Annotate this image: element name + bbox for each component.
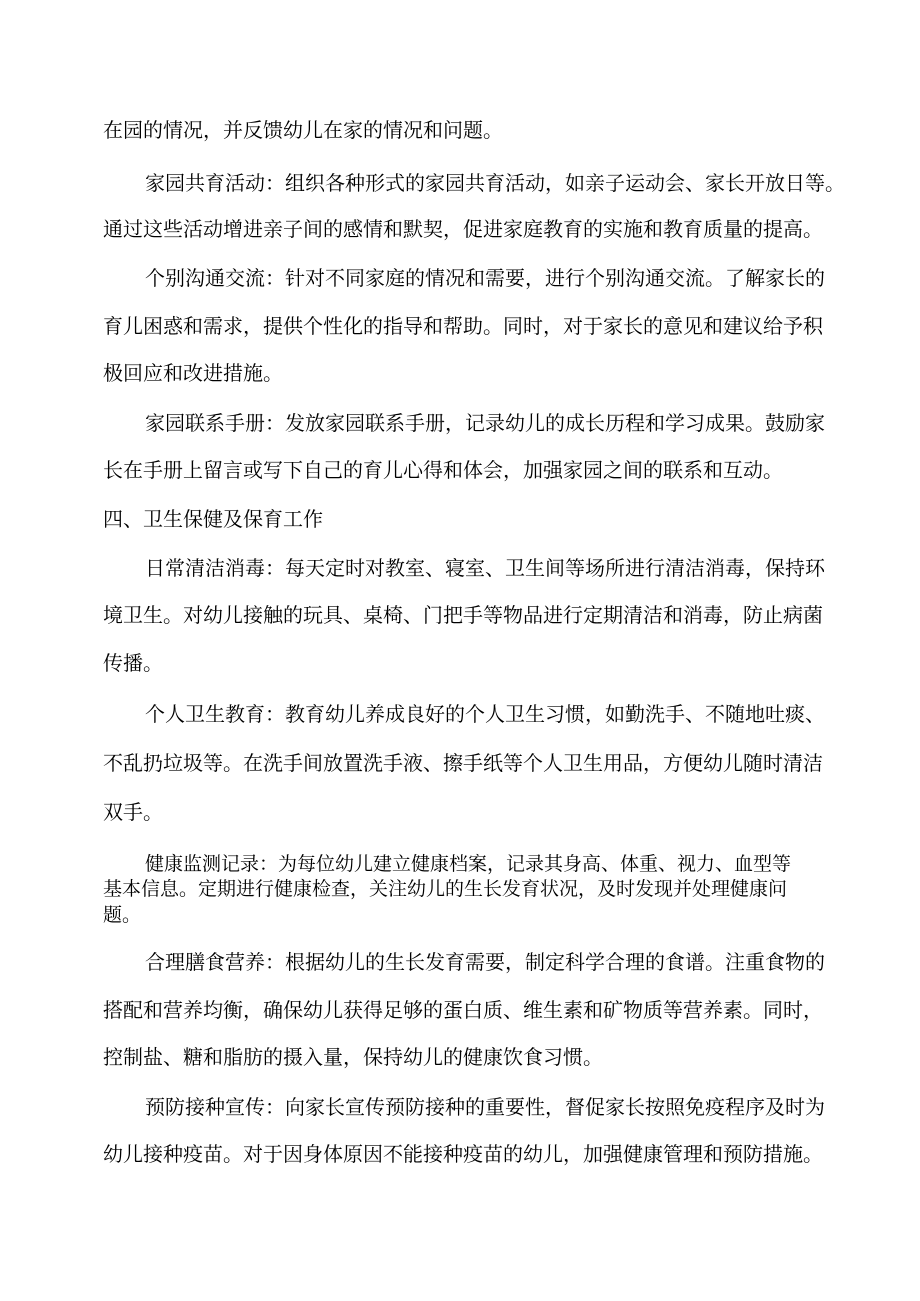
paragraph-line: 通过这些活动增进亲子间的感情和默契，促进家庭教育的实施和教育质量的提高。 <box>103 217 823 241</box>
paragraph-line: 日常清洁消毒：每天定时对教室、寝室、卫生间等场所进行清洁消毒，保持环 <box>145 556 825 580</box>
paragraph-line: 极回应和改进措施。 <box>103 361 283 385</box>
paragraph-line: 健康监测记录：为每位幼儿建立健康档案，记录其身高、体重、视力、血型等 <box>145 853 792 875</box>
paragraph-line: 个人卫生教育：教育幼儿养成良好的个人卫生习惯，如勤洗手、不随地吐痰、 <box>145 702 825 726</box>
section-heading: 四、卫生保健及保育工作 <box>103 507 323 531</box>
paragraph-line: 家园共育活动：组织各种形式的家园共育活动，如亲子运动会、家长开放日等。 <box>145 171 845 195</box>
paragraph-line: 控制盐、糖和脂肪的摄入量，保持幼儿的健康饮食习惯。 <box>103 1045 603 1069</box>
paragraph-line: 基本信息。定期进行健康检查，关注幼儿的生长发育状况，及时发现并处理健康问 <box>103 878 788 900</box>
paragraph-line: 在园的情况，并反馈幼儿在家的情况和问题。 <box>103 118 503 142</box>
paragraph-line: 不乱扔垃圾等。在洗手间放置洗手液、擦手纸等个人卫生用品，方便幼儿随时清洁 <box>103 751 823 775</box>
paragraph-line: 题。 <box>103 904 142 926</box>
paragraph-line: 传播。 <box>103 651 163 675</box>
paragraph-line: 双手。 <box>103 800 163 824</box>
paragraph-line: 长在手册上留言或写下自己的育儿心得和体会，加强家园之间的联系和互动。 <box>103 458 783 482</box>
paragraph-line: 幼儿接种疫苗。对于因身体原因不能接种疫苗的幼儿，加强健康管理和预防措施。 <box>103 1142 823 1166</box>
paragraph-line: 育儿困惑和需求，提供个性化的指导和帮助。同时，对于家长的意见和建议给予积 <box>103 314 823 338</box>
paragraph-line: 预防接种宣传：向家长宣传预防接种的重要性，督促家长按照免疫程序及时为 <box>145 1095 825 1119</box>
paragraph-line: 搭配和营养均衡，确保幼儿获得足够的蛋白质、维生素和矿物质等营养素。同时， <box>103 998 823 1022</box>
paragraph-line: 境卫生。对幼儿接触的玩具、桌椅、门把手等物品进行定期清洁和消毒，防止病菌 <box>103 603 823 627</box>
paragraph-line: 合理膳食营养：根据幼儿的生长发育需要，制定科学合理的食谱。注重食物的 <box>145 950 825 974</box>
paragraph-line: 家园联系手册：发放家园联系手册，记录幼儿的成长历程和学习成果。鼓励家 <box>145 411 825 435</box>
paragraph-line: 个别沟通交流：针对不同家庭的情况和需要，进行个别沟通交流。了解家长的 <box>145 266 825 290</box>
